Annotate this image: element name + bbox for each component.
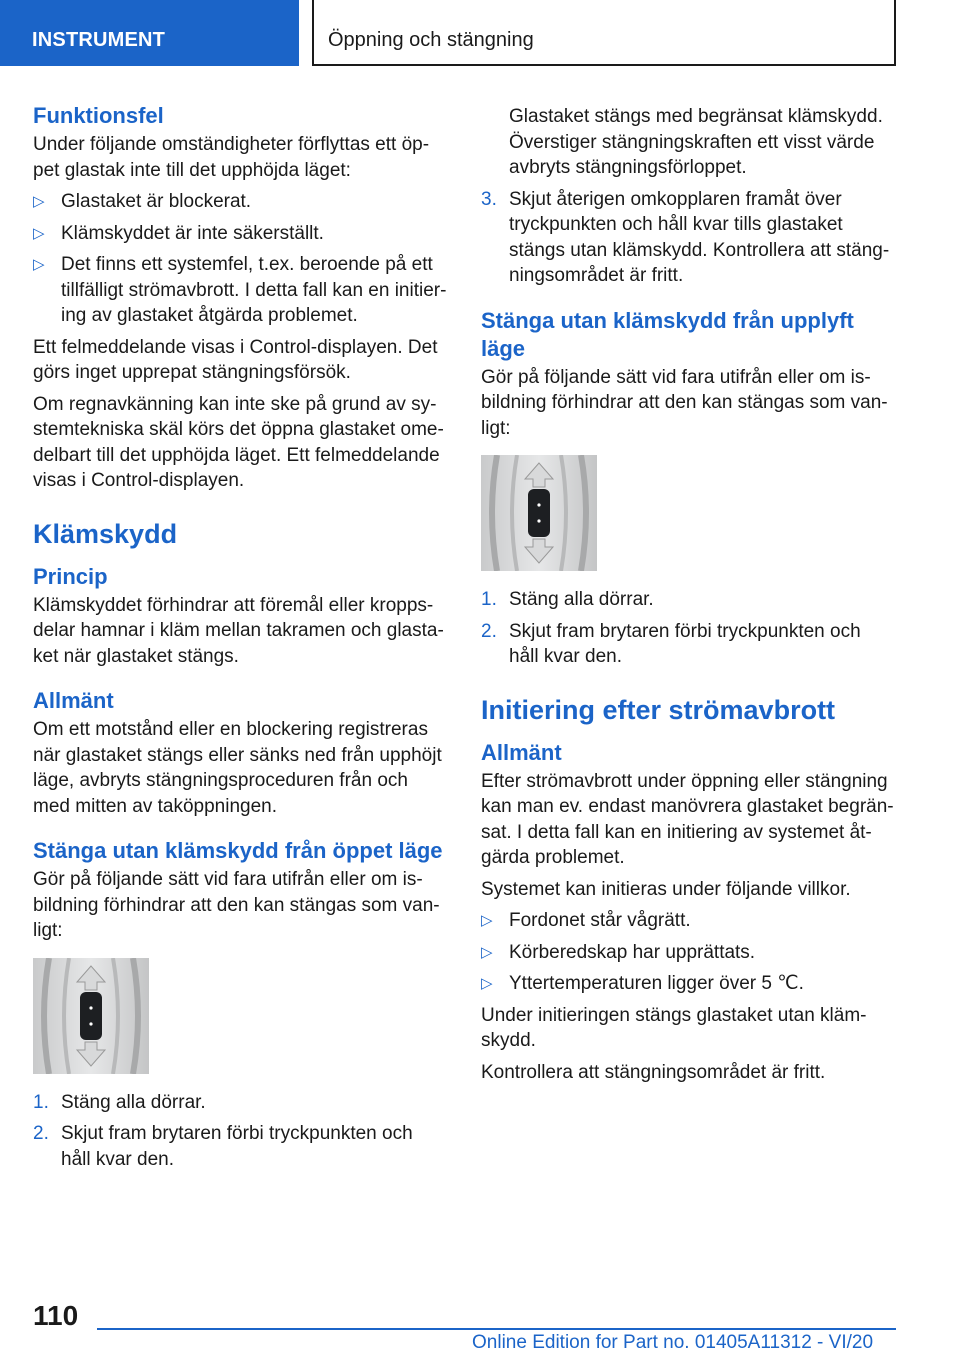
chapter-tab: INSTRUMENT (0, 0, 299, 66)
triangle-bullet-icon: ▷ (33, 224, 45, 242)
paragraph: Efter strömavbrott under öppning eller stängning kan man ev. endast manövrera glastaket begrän-sat. I detta fall kan en initiering av systemet åt-gärda problemet. (481, 770, 894, 868)
list-item: 3. Skjut återigen omkopplaren framåt över tryckpunkten och håll kvar tills glastaket stängs utan klämskydd. Kontrollera att stäng-ningsområdet är fritt. (481, 188, 890, 286)
heading-klamskydd: Klämskydd (33, 518, 178, 549)
paragraph: Klämskyddet förhindrar att föremål eller kropps-delar hamnar i kläm mellan takramen och glasta-ket när glastaket stängs. (33, 594, 444, 667)
list-item: 1. Stäng alla dörrar. (481, 589, 654, 610)
left-column (33, 100, 447, 1178)
list-item: ▷ Klämskyddet är inte säkerställt. (33, 221, 447, 247)
list-item: ▷ Fordonet står vågrätt. (481, 908, 895, 934)
paragraph: Ett felmeddelande visas i Control-displayen. Det görs inget upprepat stängningsförsök. (33, 336, 438, 383)
paragraph: Om ett motstånd eller en blockering registreras när glastaket stängs eller sänks ned från upphöjt läge, avbryts stängningsproceduren från och med mitten av taköppningen. (33, 719, 442, 817)
paragraph: Om regnavkänning kan inte ske på grund av sy-stemtekniska skäl körs det öppna glastaket ome-delbart till det upphöjda läget. Ett felmeddelande visas i Control-displayen. (33, 393, 444, 491)
heading-allmant: Allmänt (33, 688, 114, 713)
triangle-bullet-icon: ▷ (481, 943, 493, 961)
paragraph: Gör på följande sätt vid fara utifrån eller om is-bildning förhindrar att den kan stängas som van-ligt: (33, 869, 440, 941)
heading-allmant: Allmänt (481, 739, 562, 765)
list-item: 2. Skjut fram brytaren förbi tryckpunkten och håll kvar den. (481, 620, 861, 667)
list-item: 2. Skjut fram brytaren förbi tryckpunkten och håll kvar den. (33, 1123, 413, 1170)
triangle-bullet-icon: ▷ (33, 256, 45, 273)
heading-princip: Princip (33, 563, 108, 589)
list-item: ▷ Det finns ett systemfel, t.ex. beroende på ett tillfälligt strömavbrott. I detta fall kan en initier-ing av glastaket åtgärda problemet. (33, 254, 447, 326)
triangle-bullet-icon: ▷ (33, 193, 45, 210)
paragraph: Under följande omständigheter förflyttas ett öp-pet glastak inte till det upphöjda läget: (33, 134, 430, 181)
footer-edition: Online Edition for Part no. 01405A11312 - VI/20 (472, 1332, 874, 1353)
list-item: ▷ Yttertemperaturen ligger över 5 ℃. (481, 971, 895, 997)
numbered-list (33, 1090, 447, 1173)
paragraph: Glastaket stängs med begränsat klämskydd. Överstiger stängningskraften ett visst värde avbryts stängningsförloppet. (509, 106, 883, 178)
roof-switch-illustration (33, 958, 149, 1074)
numbered-list (481, 587, 895, 670)
footer-divider (97, 1328, 896, 1330)
paragraph: Under initieringen stängs glastaket utan kläm-skydd. (481, 1004, 867, 1051)
heading-stanga-oppet: Stänga utan klämskydd från öppet läge (33, 838, 443, 863)
bullet-list (33, 189, 447, 329)
triangle-bullet-icon: ▷ (481, 912, 493, 929)
paragraph: Kontrollera att stängningsområdet är fritt. (481, 1061, 826, 1083)
bullet-list (481, 908, 895, 997)
heading-stanga-upplyft: Stänga utan klämskydd från upplyft läge (481, 307, 854, 361)
heading-initiering: Initiering efter strömavbrott (481, 694, 836, 725)
paragraph: Systemet kan initieras under följande villkor. (481, 878, 851, 900)
list-item: 1. Stäng alla dörrar. (33, 1091, 206, 1113)
page-number: 110 (33, 1300, 79, 1331)
numbered-list (481, 187, 895, 289)
triangle-bullet-icon: ▷ (481, 975, 493, 992)
paragraph: Gör på följande sätt vid fara utifrån eller om is-bildning förhindrar att den kan stängas som van-ligt: (481, 366, 888, 439)
right-column (481, 100, 895, 1091)
heading-funktionsfel: Funktionsfel (33, 103, 164, 128)
list-item: ▷ Glastaket är blockerat. (33, 189, 447, 215)
page-section-title: Öppning och stängning (312, 0, 896, 66)
roof-switch-illustration (481, 455, 597, 571)
list-item: ▷ Körberedskap har upprättats. (481, 940, 895, 966)
